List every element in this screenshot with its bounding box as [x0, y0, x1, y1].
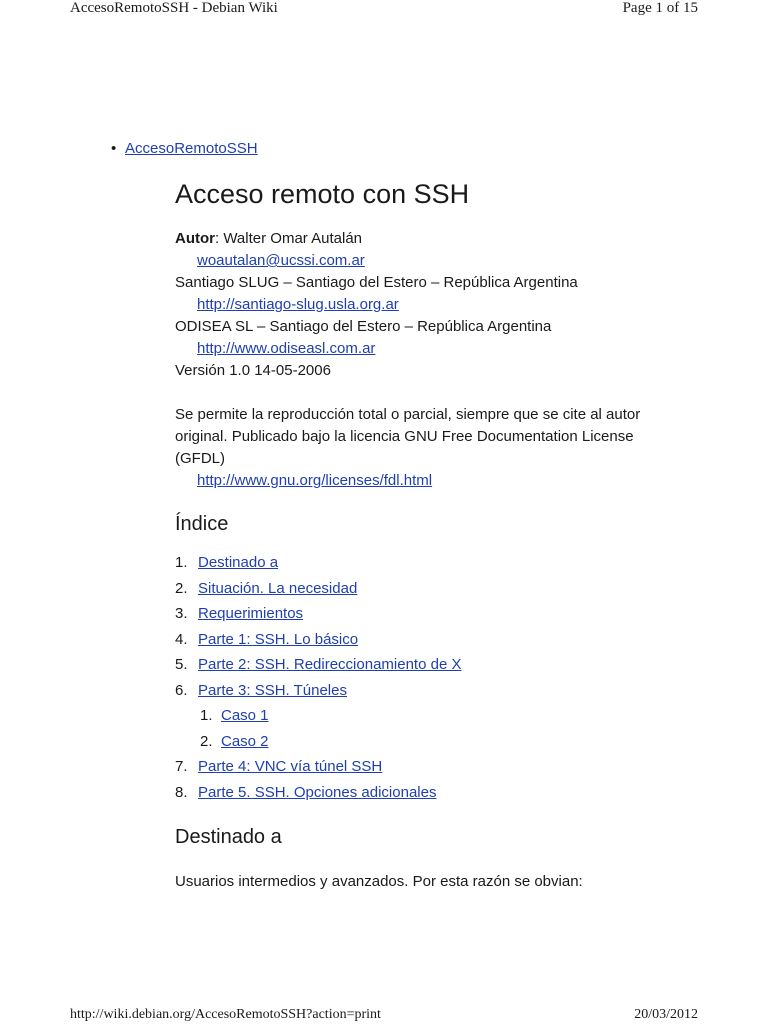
toc-item-number: 2. [175, 579, 188, 597]
toc-item-number: 3. [175, 605, 188, 622]
org1-text: Santiago SLUG – Santiago del Estero – República Argentina [175, 274, 578, 291]
toc-list [175, 550, 645, 805]
toc-item [175, 576, 645, 602]
author-label: Autor [175, 230, 215, 247]
org2-url-link[interactable]: http://www.odiseasl.com.ar [197, 340, 376, 357]
print-header-page-number: Page 1 of 15 [622, 0, 698, 16]
section-heading: Destinado a [175, 826, 282, 848]
toc-item [175, 627, 645, 653]
page-title: Acceso remoto con SSH [175, 179, 470, 209]
toc-item-number: 6. [175, 681, 188, 699]
author-email-link[interactable]: woautalan@ucssi.com.ar [197, 252, 365, 269]
toc-item-number: 1. [175, 554, 188, 571]
toc-item [175, 550, 645, 576]
author-name: : Walter Omar Autalán [215, 230, 362, 247]
toc-item [175, 754, 645, 780]
toc-item-number: 2. [200, 732, 213, 750]
toc-item-number: 4. [175, 630, 188, 648]
toc-link[interactable]: Destinado a [198, 554, 279, 571]
toc-link[interactable]: Situación. La necesidad [198, 579, 358, 597]
toc-link[interactable]: Parte 3: SSH. Túneles [198, 681, 347, 699]
toc-item-number: 5. [175, 656, 188, 673]
toc-link[interactable]: Caso 2 [221, 732, 269, 750]
version-text: Versión 1.0 14-05-2006 [175, 362, 331, 379]
toc-item-number: 1. [200, 707, 213, 724]
breadcrumb-link[interactable]: AccesoRemotoSSH [125, 140, 258, 157]
toc-link[interactable]: Parte 1: SSH. Lo básico [198, 630, 359, 648]
article-content [175, 176, 645, 893]
toc-link[interactable]: Parte 2: SSH. Redireccionamiento de X [198, 656, 462, 673]
print-header-title: AccesoRemotoSSH - Debian Wiki [70, 0, 278, 16]
toc-item-number: 8. [175, 783, 188, 801]
section-text: Usuarios intermedios y avanzados. Por esta razón se obvian: [175, 873, 583, 890]
breadcrumb [111, 140, 258, 157]
org2-text: ODISEA SL – Santiago del Estero – República Argentina [175, 318, 552, 335]
toc-link[interactable]: Parte 5. SSH. Opciones adicionales [198, 783, 437, 801]
toc-subitem [175, 729, 645, 755]
toc-item-number: 7. [175, 758, 188, 775]
toc-item [175, 652, 645, 678]
print-footer-url: http://wiki.debian.org/AccesoRemotoSSH?action=print [70, 1007, 381, 1022]
toc-subitem [175, 703, 645, 729]
toc-item [175, 678, 645, 704]
author-line [175, 228, 645, 250]
toc-item [175, 780, 645, 806]
print-footer-date: 20/03/2012 [634, 1007, 698, 1022]
toc-item [175, 601, 645, 627]
license-url-link[interactable]: http://www.gnu.org/licenses/fdl.html [197, 472, 433, 489]
toc-link[interactable]: Caso 1 [221, 707, 269, 724]
toc-link[interactable]: Requerimientos [198, 605, 304, 622]
breadcrumb-bullet: • [111, 140, 117, 157]
license-text: Se permite la reproducción total o parcial, siempre que se cite al autor original. Publicado bajo la licencia GNU Free Documentation License (GFDL) [175, 406, 641, 467]
org1-url-link[interactable]: http://santiago-slug.usla.org.ar [197, 296, 399, 313]
toc-link[interactable]: Parte 4: VNC vía túnel SSH [198, 758, 383, 775]
toc-heading: Índice [175, 513, 229, 535]
